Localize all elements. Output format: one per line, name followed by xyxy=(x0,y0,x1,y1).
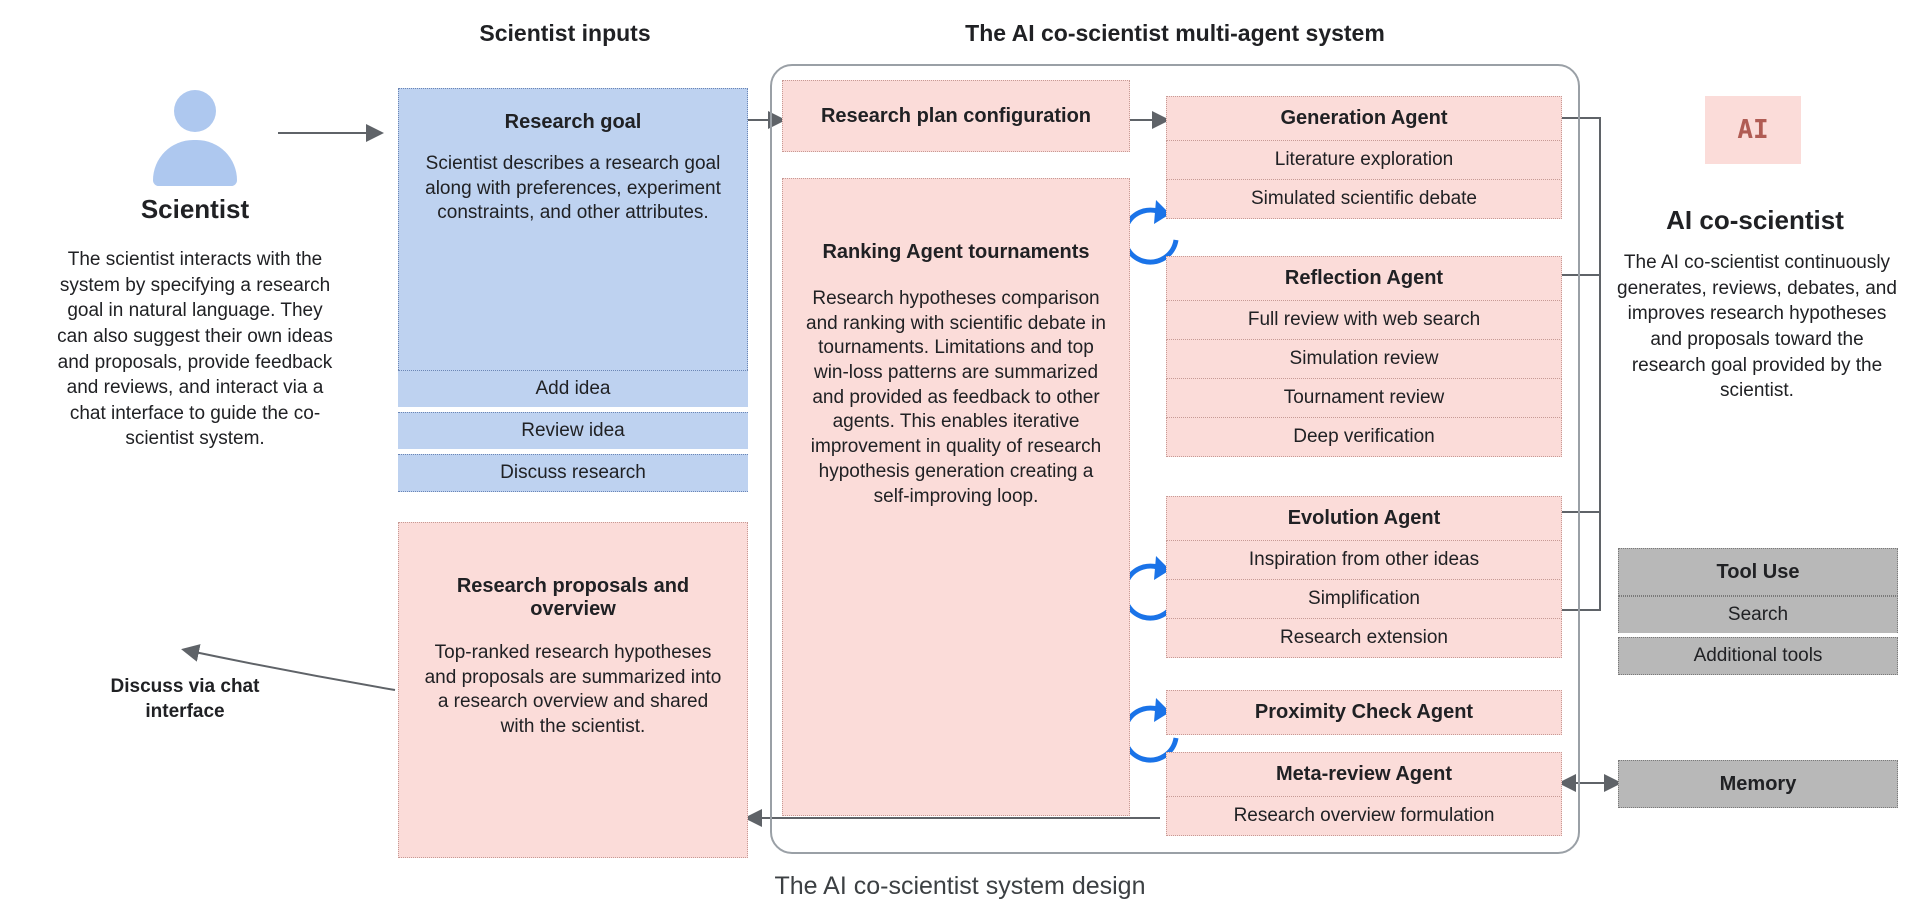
scientist-column xyxy=(20,90,370,452)
ranking-agent-box xyxy=(782,178,1130,816)
ranking-agent-body: Research hypotheses comparison and ranking with scientific debate in tournaments. Limitations and top win-loss patterns are summarized and provided as feedback to other agents. This enables iterative improvement in quality of research hypothesis generation creating a self-improving loop. xyxy=(806,288,1106,507)
research-proposals-title: Research proposals and overview xyxy=(456,575,690,620)
research-goal-title: Research goal xyxy=(504,111,642,133)
reflection-agent-item-tournament-review[interactable]: Tournament review xyxy=(1166,379,1562,418)
header-scientist-inputs: Scientist inputs xyxy=(479,20,651,46)
action-add-idea[interactable]: Add idea xyxy=(398,370,748,407)
evolution-agent-item-inspiration[interactable]: Inspiration from other ideas xyxy=(1166,541,1562,580)
evolution-agent-title: Evolution Agent xyxy=(1166,496,1562,541)
reflection-agent-item-simulation-review[interactable]: Simulation review xyxy=(1166,340,1562,379)
tool-use-header xyxy=(1618,548,1898,596)
scientist-label: Scientist xyxy=(140,194,250,224)
reflection-agent-item-deep-verification[interactable]: Deep verification xyxy=(1166,418,1562,457)
ai-badge: AI xyxy=(1705,96,1801,164)
reflection-agent-card xyxy=(1166,256,1562,457)
action-discuss-research[interactable]: Discuss research xyxy=(398,454,748,492)
research-goal-box xyxy=(398,88,748,388)
ai-co-scientist-description: The AI co-scientist continuously generates, reviews, debates, and improves research hypotheses and proposals toward the research goal provided by the scientist. xyxy=(1617,252,1897,402)
action-review-idea[interactable]: Review idea xyxy=(398,412,748,449)
tool-use-item-search[interactable]: Search xyxy=(1618,596,1898,633)
generation-agent-card xyxy=(1166,96,1562,219)
scientist-description: The scientist interacts with the system by specifying a research goal in natural language. They can also suggest their own ideas and proposals, provide feedback and reviews, and interact via a chat interface to guide the co-scientist system. xyxy=(57,249,333,450)
scientist-avatar-icon xyxy=(143,90,247,186)
evolution-agent-card xyxy=(1166,496,1562,658)
meta-review-agent-card xyxy=(1166,752,1562,836)
proximity-check-agent-title: Proximity Check Agent xyxy=(1166,690,1562,735)
generation-agent-item-literature[interactable]: Literature exploration xyxy=(1166,141,1562,180)
research-proposals-box xyxy=(398,522,748,858)
generation-agent-title: Generation Agent xyxy=(1166,96,1562,141)
reflection-agent-item-full-review[interactable]: Full review with web search xyxy=(1166,301,1562,340)
generation-agent-item-debate[interactable]: Simulated scientific debate xyxy=(1166,180,1562,219)
research-plan-configuration-box xyxy=(782,80,1130,152)
research-plan-configuration-label: Research plan configuration xyxy=(820,104,1092,127)
evolution-agent-item-research-extension[interactable]: Research extension xyxy=(1166,619,1562,658)
figure-caption: The AI co-scientist system design xyxy=(774,872,1146,900)
evolution-agent-item-simplification[interactable]: Simplification xyxy=(1166,580,1562,619)
research-goal-body: Scientist describes a research goal along with preferences, experiment constraints, and other attributes. xyxy=(425,153,721,224)
header-system: The AI co-scientist multi-agent system xyxy=(965,20,1385,46)
tool-use-title: Tool Use xyxy=(1716,560,1800,583)
research-proposals-body: Top-ranked research hypotheses and proposals are summarized into a research overview and shared with the scientist. xyxy=(424,642,722,738)
meta-review-agent-title: Meta-review Agent xyxy=(1166,752,1562,797)
ranking-agent-title: Ranking Agent tournaments xyxy=(822,241,1090,263)
memory-label: Memory xyxy=(1719,772,1797,795)
proximity-check-agent-card xyxy=(1166,690,1562,735)
ai-co-scientist-title: AI co-scientist xyxy=(1666,205,1844,235)
tool-use-item-additional-tools[interactable]: Additional tools xyxy=(1618,637,1898,675)
memory-box xyxy=(1618,760,1898,808)
meta-review-agent-item-overview[interactable]: Research overview formulation xyxy=(1166,797,1562,836)
reflection-agent-title: Reflection Agent xyxy=(1166,256,1562,301)
discuss-via-chat-label: Discuss via chat interface xyxy=(110,676,260,722)
